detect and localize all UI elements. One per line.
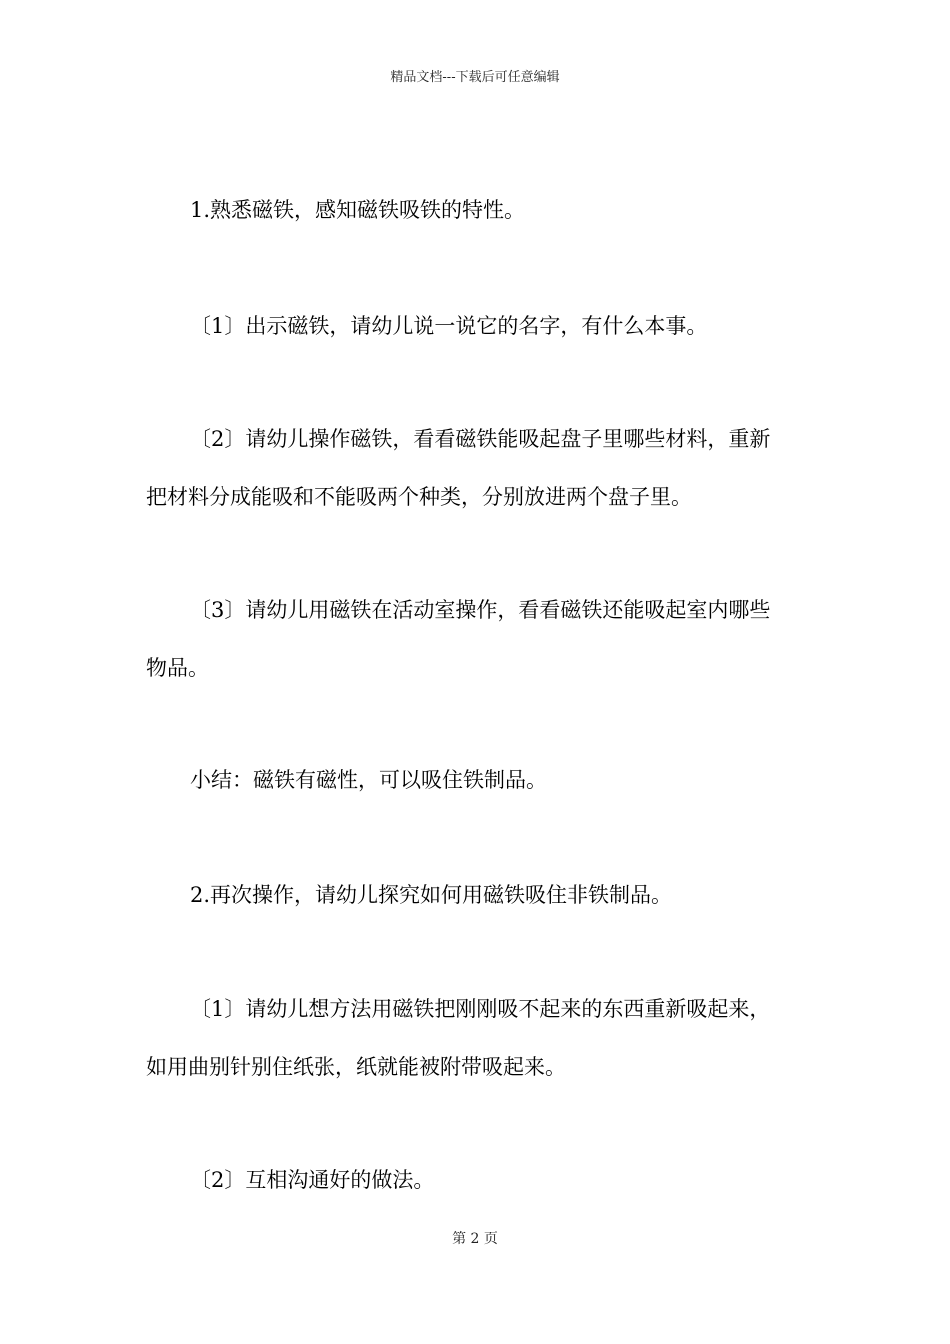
paragraph-line: 小结：磁铁有磁性，可以吸住铁制品。 <box>190 768 547 792</box>
paragraph-step-1-2 <box>146 410 806 526</box>
paragraph-summary <box>146 751 806 809</box>
page-number: 第 2 页 <box>452 1231 498 1247</box>
paragraph-line: 物品。 <box>146 656 209 680</box>
paragraph-line: 〔2〕请幼儿操作磁铁，看看磁铁能吸起盘子里哪些材料，重新 <box>190 427 771 451</box>
paragraph-line: 〔1〕出示磁铁，请幼儿说一说它的名字，有什么本事。 <box>190 314 708 338</box>
paragraph-line: 如用曲别针别住纸张，纸就能被附带吸起来。 <box>146 1055 566 1079</box>
paragraph-line: 〔2〕互相沟通好的做法。 <box>190 1168 435 1192</box>
paragraph-line: 2.再次操作，请幼儿探究如何用磁铁吸住非铁制品。 <box>190 883 673 907</box>
paragraph-step-1-3 <box>146 581 806 697</box>
page-header: 精品文档---下载后可任意编辑 <box>390 70 560 85</box>
paragraph-step-2-1 <box>146 980 806 1096</box>
paragraph-section-1-title <box>146 181 806 239</box>
paragraph-line: 把材料分成能吸和不能吸两个种类，分别放进两个盘子里。 <box>146 485 692 509</box>
paragraph-line: 1.熟悉磁铁，感知磁铁吸铁的特性。 <box>190 198 526 222</box>
paragraph-line: 〔3〕请幼儿用磁铁在活动室操作，看看磁铁还能吸起室内哪些 <box>190 598 771 622</box>
paragraph-line: 〔1〕请幼儿想方法用磁铁把刚刚吸不起来的东西重新吸起来， <box>190 997 771 1021</box>
paragraph-step-2-2 <box>146 1151 806 1209</box>
paragraph-section-2-title <box>146 866 806 924</box>
paragraph-step-1-1 <box>146 297 806 355</box>
